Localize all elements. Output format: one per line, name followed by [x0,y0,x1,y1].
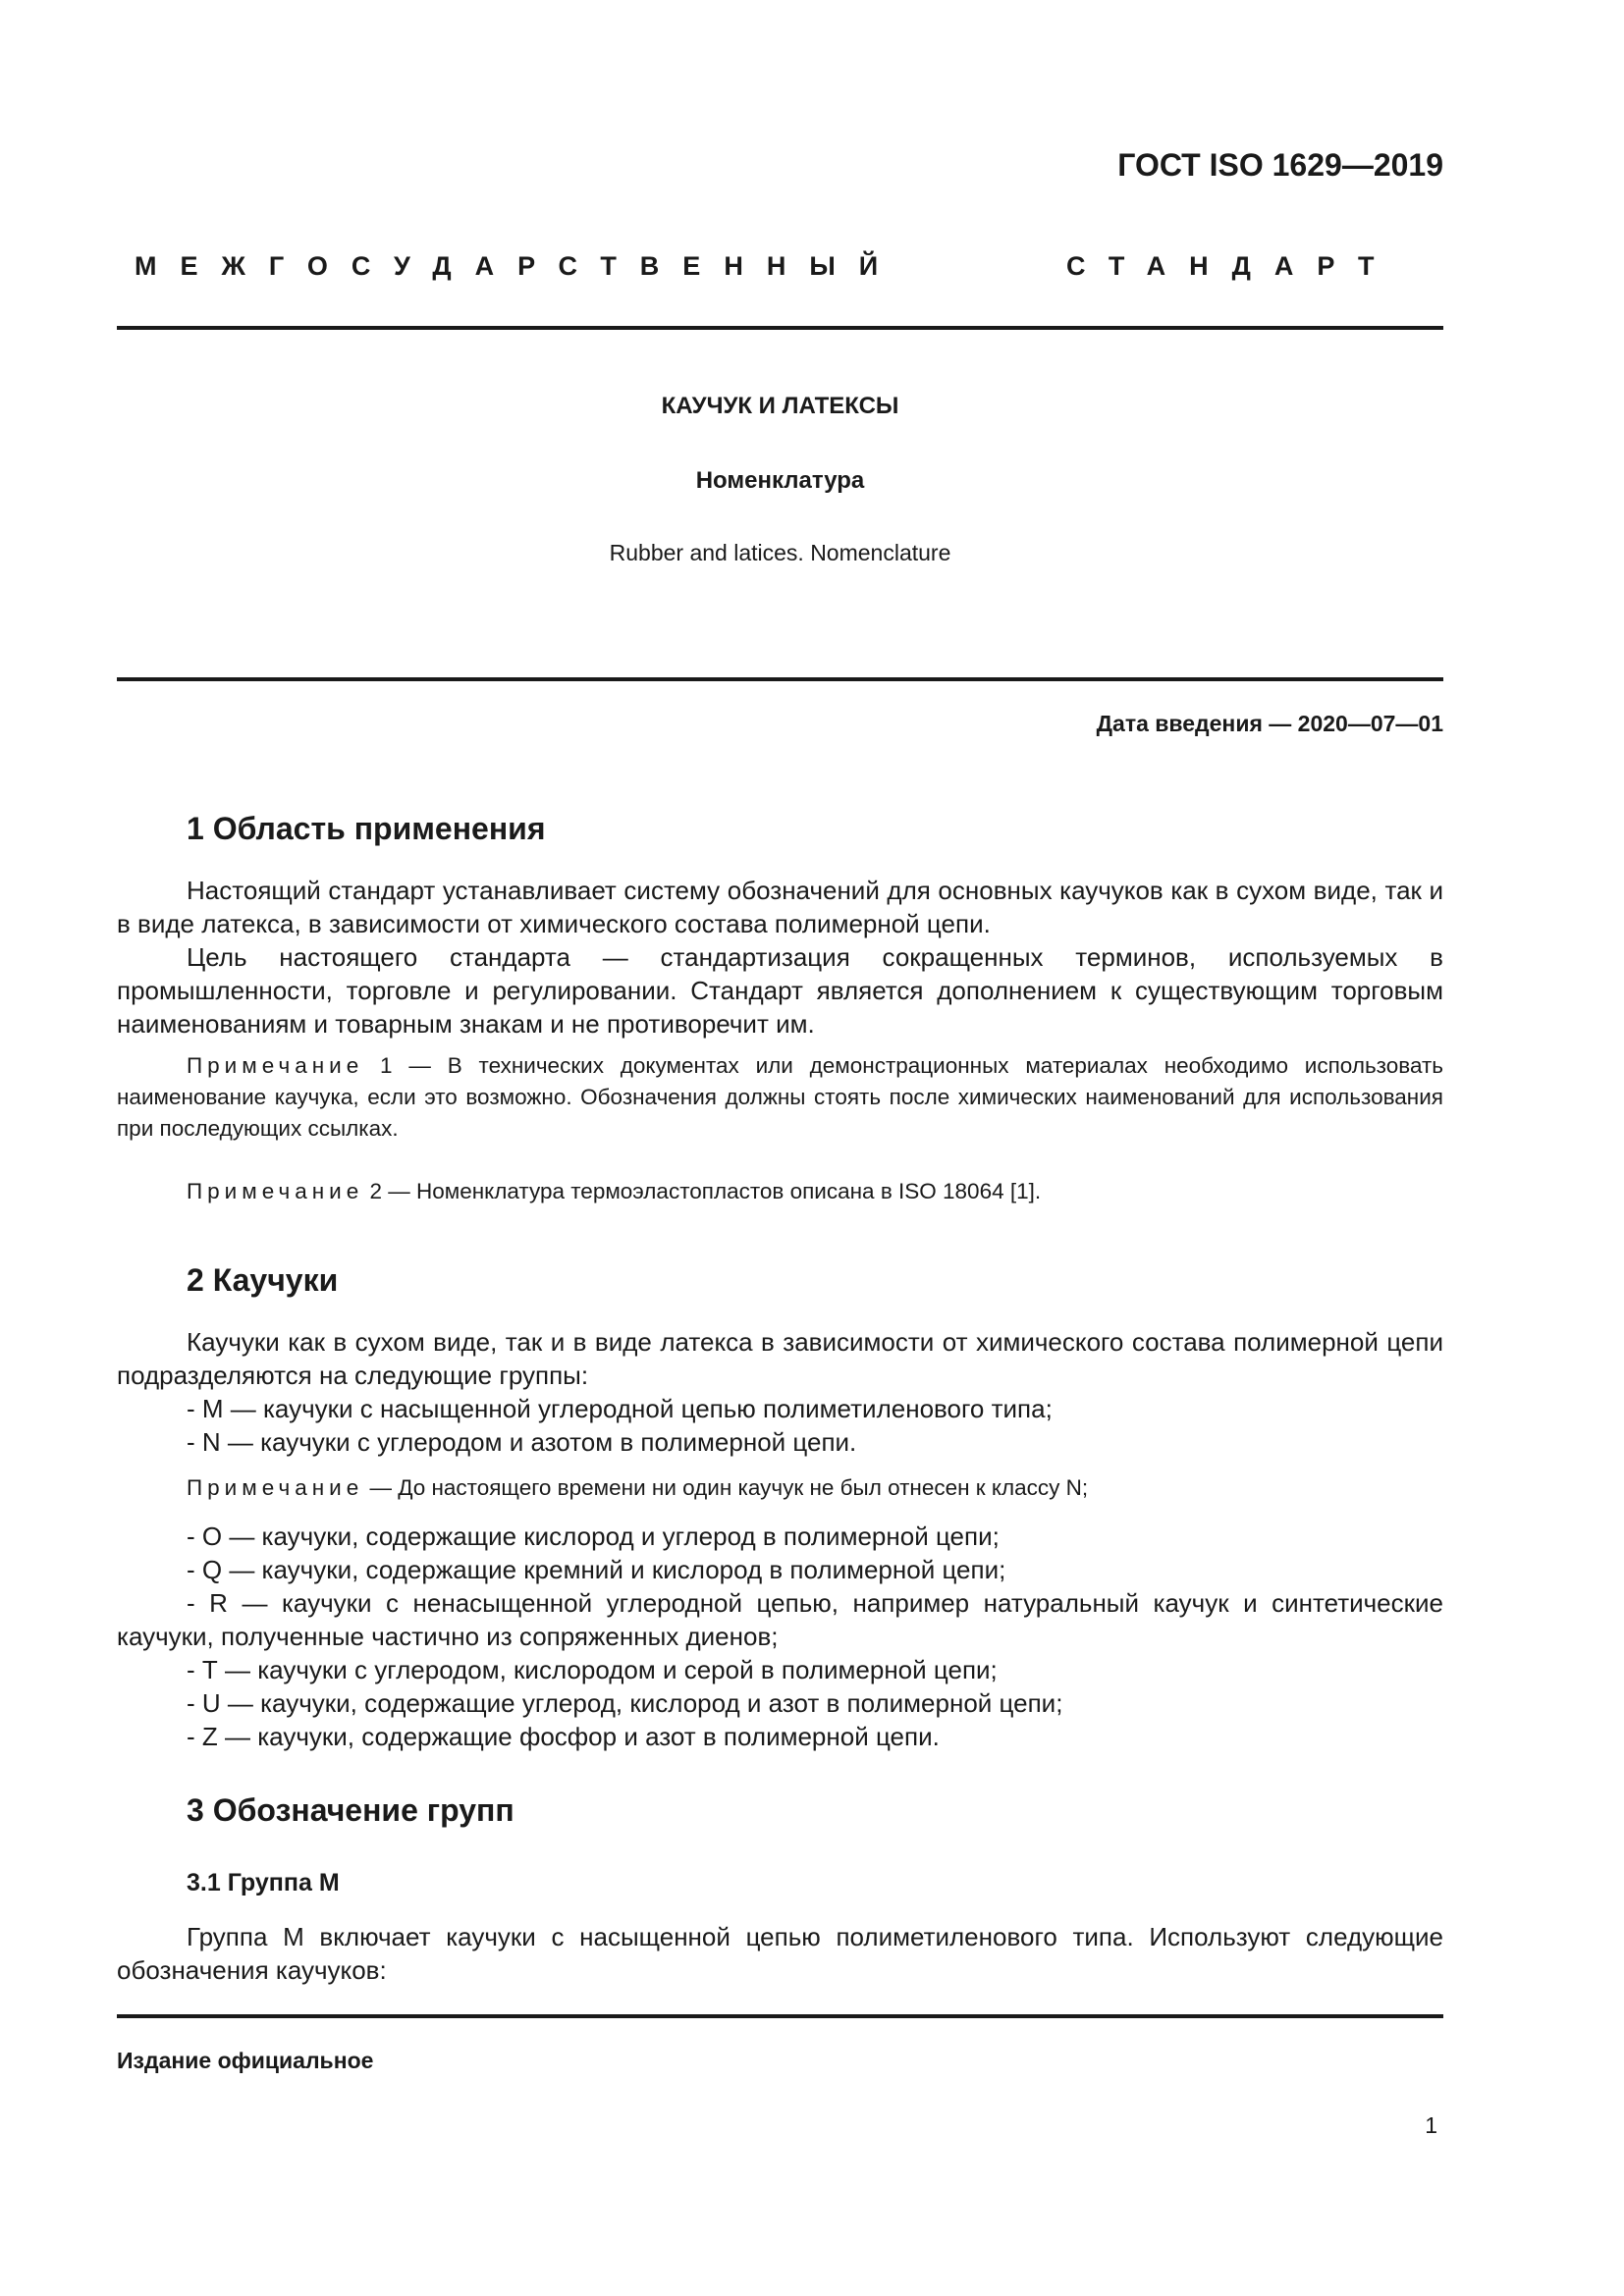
note-text: — До настоящего времени ни один каучук не был отнесен к классу N; [363,1475,1089,1500]
group-list-item: - Z — каучуки, содержащие фосфор и азот в полимерной цепи. [187,1722,940,1751]
section-2-paragraph-1: Каучуки как в сухом виде, так и в виде латекса в зависимости от химического состава полимерной цепи подразделяются на следующие группы: [117,1327,1443,1390]
section-1-note-1 [117,1050,1443,1145]
document-title-english: Rubber and latices. Nomenclature [609,540,951,565]
group-list-item: - N — каучуки с углеродом и азотом в полимерной цепи. [187,1427,857,1457]
subsection-3-1-heading: 3.1 Группа М [187,1869,340,1896]
standard-type-word-2: СТАНДАРТ [1066,251,1398,281]
standard-type-word-1: МЕЖГОСУДАРСТВЕННЫЙ [135,251,902,281]
title-rule [117,677,1443,681]
footer-rule [117,2014,1443,2018]
note-text: 2 — Номенклатура термоэластопластов описана в ISO 18064 [1]. [363,1179,1042,1203]
note-label: Примечание [187,1179,364,1203]
group-list-item: - Q — каучуки, содержащие кремний и кислород в полимерной цепи; [187,1555,1006,1584]
group-list-item: - Т — каучуки с углеродом, кислородом и серой в полимерной цепи; [187,1655,998,1684]
section-1-paragraph-2: Цель настоящего стандарта — стандартизация сокращенных терминов, используемых в промышленности, торговле и регулировании. Стандарт является дополнением к существующим торговым наименованиям и товарным знакам и не противоречит им. [117,942,1443,1039]
document-subtitle: Номенклатура [695,467,865,494]
document-number: ГОСТ ISO 1629—2019 [1117,147,1443,183]
note-text: 1 — В технических документах или демонстрационных материалах необходимо использовать наименование каучука, если это возможно. Обозначения должны стоять после химических наименований для использования при последующих ссылках. [117,1053,1443,1141]
edition-label: Издание официальное [117,2048,374,2073]
section-2-heading: 2 Каучуки [187,1262,339,1298]
group-list-item: - М — каучуки с насыщенной углеродной цепью полиметиленового типа; [187,1394,1053,1423]
introduction-date: Дата введения — 2020—07—01 [1096,711,1443,736]
section-1-note-2 [117,1176,1443,1207]
group-list-item: - О — каучуки, содержащие кислород и углерод в полимерной цепи; [187,1522,1000,1551]
section-3-heading: 3 Обозначение групп [187,1792,514,1828]
note-label: Примечание [187,1475,364,1500]
note-label: Примечание [187,1053,364,1078]
page-number: 1 [1425,2112,1437,2138]
group-list-item: - R — каучуки с ненасыщенной углеродной цепью, например натуральный каучук и синтетические каучуки, полученные частично из сопряженных диенов; [117,1588,1443,1651]
section-2-note [117,1472,1443,1504]
header-rule [117,326,1443,330]
section-1-paragraph-1: Настоящий стандарт устанавливает систему обозначений для основных каучуков как в сухом виде, так и в виде латекса, в зависимости от химического состава полимерной цепи. [117,876,1443,938]
section-1-heading: 1 Область применения [187,811,546,846]
document-title: КАУЧУК И ЛАТЕКСЫ [661,393,899,419]
section-3-1-paragraph: Группа М включает каучуки с насыщенной цепью полиметиленового типа. Используют следующие обозначения каучуков: [117,1922,1443,1985]
group-list-item: - U — каучуки, содержащие углерод, кислород и азот в полимерной цепи; [187,1688,1063,1718]
